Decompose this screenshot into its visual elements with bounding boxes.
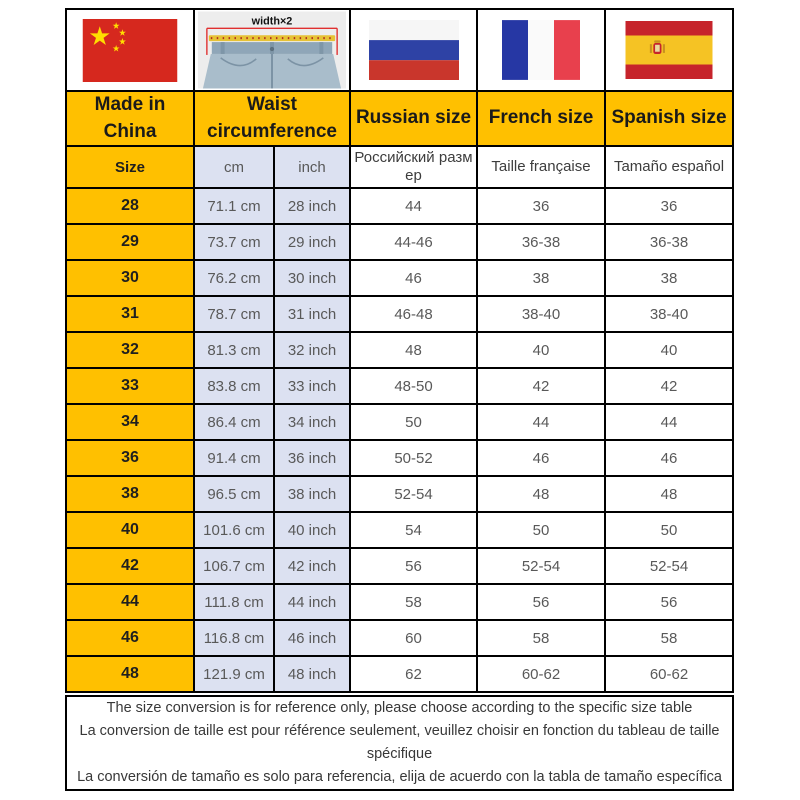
row-size-cell: 42 — [67, 549, 195, 585]
row-cm-cell: 121.9 cm — [195, 657, 275, 693]
row-cm-cell: 81.3 cm — [195, 333, 275, 369]
row-spanish-cell: 58 — [606, 621, 734, 657]
row-size-cell: 33 — [67, 369, 195, 405]
row-inch-cell: 40 inch — [275, 513, 351, 549]
subheader-french: Taille française — [478, 147, 606, 189]
spain-flag-cell — [606, 10, 734, 92]
size-conversion-table — [65, 8, 734, 693]
row-french-cell: 36-38 — [478, 225, 606, 261]
row-cm-cell: 71.1 cm — [195, 189, 275, 225]
row-russian-cell: 44-46 — [351, 225, 478, 261]
footer-line-spanish: La conversión de tamaño es solo para referencia, elija de acuerdo con la tabla de tamaño específica — [77, 769, 722, 785]
row-cm-cell: 101.6 cm — [195, 513, 275, 549]
row-inch-cell: 32 inch — [275, 333, 351, 369]
row-cm-cell: 106.7 cm — [195, 549, 275, 585]
row-spanish-cell: 40 — [606, 333, 734, 369]
row-cm-cell: 83.8 cm — [195, 369, 275, 405]
row-cm-cell: 96.5 cm — [195, 477, 275, 513]
row-inch-cell: 29 inch — [275, 225, 351, 261]
row-russian-cell: 56 — [351, 549, 478, 585]
row-french-cell: 58 — [478, 621, 606, 657]
header-waist-circumference: Waist circumference — [195, 92, 351, 147]
header-french-size: French size — [478, 92, 606, 147]
footer-line-english: The size conversion is for reference only, please choose according to the specific size table — [106, 700, 693, 716]
row-russian-cell: 52-54 — [351, 477, 478, 513]
row-cm-cell: 73.7 cm — [195, 225, 275, 261]
subheader-spanish: Tamaño español — [606, 147, 734, 189]
row-size-cell: 30 — [67, 261, 195, 297]
row-size-cell: 44 — [67, 585, 195, 621]
row-russian-cell: 60 — [351, 621, 478, 657]
row-size-cell: 32 — [67, 333, 195, 369]
row-spanish-cell: 56 — [606, 585, 734, 621]
row-spanish-cell: 36-38 — [606, 225, 734, 261]
row-cm-cell: 76.2 cm — [195, 261, 275, 297]
jeans-waist-photo — [197, 11, 347, 89]
row-spanish-cell: 52-54 — [606, 549, 734, 585]
row-russian-cell: 46-48 — [351, 297, 478, 333]
row-french-cell: 38-40 — [478, 297, 606, 333]
subheader-cm: cm — [195, 147, 275, 189]
row-french-cell: 48 — [478, 477, 606, 513]
row-inch-cell: 36 inch — [275, 441, 351, 477]
row-cm-cell: 91.4 cm — [195, 441, 275, 477]
footer-note — [65, 695, 734, 791]
subheader-size: Size — [67, 147, 195, 189]
row-inch-cell: 48 inch — [275, 657, 351, 693]
row-russian-cell: 44 — [351, 189, 478, 225]
row-inch-cell: 33 inch — [275, 369, 351, 405]
row-inch-cell: 42 inch — [275, 549, 351, 585]
row-cm-cell: 116.8 cm — [195, 621, 275, 657]
row-inch-cell: 44 inch — [275, 585, 351, 621]
row-size-cell: 31 — [67, 297, 195, 333]
row-spanish-cell: 44 — [606, 405, 734, 441]
row-french-cell: 44 — [478, 405, 606, 441]
france-flag — [502, 20, 580, 80]
row-spanish-cell: 46 — [606, 441, 734, 477]
row-inch-cell: 28 inch — [275, 189, 351, 225]
row-inch-cell: 31 inch — [275, 297, 351, 333]
row-french-cell: 56 — [478, 585, 606, 621]
row-inch-cell: 34 inch — [275, 405, 351, 441]
row-russian-cell: 54 — [351, 513, 478, 549]
row-spanish-cell: 42 — [606, 369, 734, 405]
row-size-cell: 29 — [67, 225, 195, 261]
row-spanish-cell: 50 — [606, 513, 734, 549]
row-spanish-cell: 48 — [606, 477, 734, 513]
row-size-cell: 38 — [67, 477, 195, 513]
row-french-cell: 60-62 — [478, 657, 606, 693]
header-made-in-china: Made in China — [67, 92, 195, 147]
row-french-cell: 38 — [478, 261, 606, 297]
row-cm-cell: 111.8 cm — [195, 585, 275, 621]
header-spanish-size: Spanish size — [606, 92, 734, 147]
row-size-cell: 48 — [67, 657, 195, 693]
france-flag-cell — [478, 10, 606, 92]
china-flag — [82, 19, 178, 82]
row-size-cell: 46 — [67, 621, 195, 657]
row-french-cell: 40 — [478, 333, 606, 369]
row-spanish-cell: 60-62 — [606, 657, 734, 693]
row-french-cell: 52-54 — [478, 549, 606, 585]
jeans-photo-cell — [195, 10, 351, 92]
row-russian-cell: 46 — [351, 261, 478, 297]
row-russian-cell: 50-52 — [351, 441, 478, 477]
subheader-inch: inch — [275, 147, 351, 189]
subheader-russian: Российский размер — [351, 147, 478, 189]
row-spanish-cell: 36 — [606, 189, 734, 225]
row-size-cell: 40 — [67, 513, 195, 549]
row-cm-cell: 86.4 cm — [195, 405, 275, 441]
row-spanish-cell: 38 — [606, 261, 734, 297]
row-size-cell: 36 — [67, 441, 195, 477]
russia-flag-cell — [351, 10, 478, 92]
china-flag-cell — [67, 10, 195, 92]
row-inch-cell: 46 inch — [275, 621, 351, 657]
row-inch-cell: 38 inch — [275, 477, 351, 513]
row-russian-cell: 58 — [351, 585, 478, 621]
russia-flag — [367, 20, 461, 80]
width-x2-label: width×2 — [251, 15, 293, 28]
row-inch-cell: 30 inch — [275, 261, 351, 297]
row-french-cell: 36 — [478, 189, 606, 225]
spain-flag — [623, 21, 715, 79]
row-russian-cell: 48 — [351, 333, 478, 369]
header-russian-size: Russian size — [351, 92, 478, 147]
row-size-cell: 28 — [67, 189, 195, 225]
row-french-cell: 50 — [478, 513, 606, 549]
row-french-cell: 46 — [478, 441, 606, 477]
row-french-cell: 42 — [478, 369, 606, 405]
row-russian-cell: 48-50 — [351, 369, 478, 405]
row-cm-cell: 78.7 cm — [195, 297, 275, 333]
footer-line-french: La conversion de taille est pour référence seulement, veuillez choisir en fonction du tableau de taille spécifique — [79, 723, 720, 762]
row-spanish-cell: 38-40 — [606, 297, 734, 333]
row-russian-cell: 62 — [351, 657, 478, 693]
row-size-cell: 34 — [67, 405, 195, 441]
row-russian-cell: 50 — [351, 405, 478, 441]
